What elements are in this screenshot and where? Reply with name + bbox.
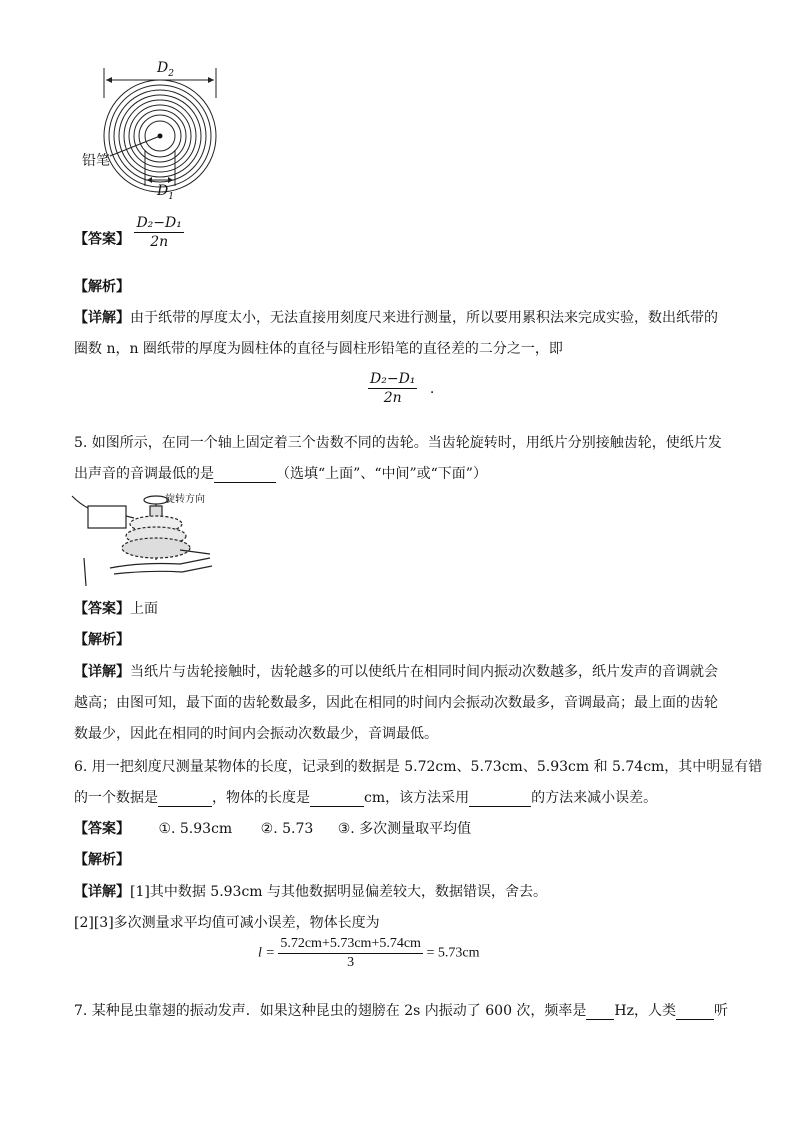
q4-detail-line1: 【详解】由于纸带的厚度太小，无法直接用刻度尺来进行测量，所以要用累积法来完成实验，数出纸带的 bbox=[74, 310, 718, 326]
rotation-label: 旋转方向 bbox=[165, 494, 205, 505]
q5-blank[interactable] bbox=[214, 466, 276, 483]
q4-analysis-label: 【解析】 bbox=[74, 279, 130, 295]
q6-detail-line1: 【详解】[1]其中数据 5.93cm 与其他数据明显偏差较大，数据错误，舍去。 bbox=[74, 884, 548, 900]
coil-figure bbox=[80, 58, 230, 208]
pencil-label: 铅笔 bbox=[82, 153, 110, 169]
q6-blank-1[interactable] bbox=[158, 790, 212, 807]
q6-analysis-label: 【解析】 bbox=[74, 852, 130, 868]
q5-detail-line2: 越高；由图可知，最下面的齿轮数最多，因此在相同的时间内会振动次数最多，音调最高；最上面的齿轮 bbox=[74, 695, 718, 711]
q5-stem-line2: 出声音的音调最低的是 （选填“上面”、“中间”或“下面”） bbox=[74, 466, 487, 482]
d2-label: $D_2$ bbox=[157, 60, 174, 79]
q5-detail-line1: 【详解】当纸片与齿轮接触时，齿轮越多的可以使纸片在相同时间内振动次数越多，纸片发声的音调就会 bbox=[74, 664, 718, 680]
q5-stem-line1: 5. 如图所示，在同一个轴上固定着三个齿数不同的齿轮。当齿轮旋转时，用纸片分别接触齿轮，使纸片发 bbox=[74, 435, 722, 451]
q6-formula: l = $\frac{5.72cm+5.73cm+5.74cm}{3}$ = 5.73cm bbox=[258, 936, 480, 970]
q4-detail-line2: 圈数 n，n 圈纸带的厚度为圆柱体的直径与圆柱形铅笔的直径差的二分之一，即 bbox=[74, 341, 563, 357]
q4-formula: $\frac{\text{D₂−D₁}}{2n}$ . bbox=[370, 371, 435, 406]
q7-blank-2[interactable] bbox=[676, 1003, 714, 1020]
q5-analysis-label: 【解析】 bbox=[74, 632, 130, 648]
q7-stem-line1: 7. 某种昆虫靠翅的振动发声．如果这种昆虫的翅膀在 2s 内振动了 600 次，频率是 Hz，人类 听 bbox=[74, 1003, 729, 1019]
q6-blank-2[interactable] bbox=[310, 790, 364, 807]
q6-detail-line2: [2][3]多次测量求平均值可减小误差，物体长度为 bbox=[74, 915, 380, 931]
q6-answer: 【答案】 ①. 5.93cm ②. 5.73 ③. 多次测量取平均值 bbox=[74, 821, 472, 837]
q5-answer: 【答案】上面 bbox=[74, 601, 158, 617]
q6-stem-line2: 的一个数据是 ，物体的长度是 cm，该方法采用 的方法来减小误差。 bbox=[74, 790, 658, 806]
q4-answer: 【答案】 $\frac{\text{D₂−D₁}}{2n}$ bbox=[74, 215, 182, 250]
q5-detail-line3: 数最少，因此在相同的时间内会振动次数最少，音调最低。 bbox=[74, 726, 438, 742]
d1-label: $D_1$ bbox=[157, 183, 174, 202]
q6-stem-line1: 6. 用一把刻度尺测量某物体的长度，记录到的数据是 5.72cm、5.73cm、5.93cm 和 5.74cm，其中明显有错 bbox=[74, 759, 763, 775]
q6-blank-3[interactable] bbox=[469, 790, 531, 807]
q7-blank-1[interactable] bbox=[586, 1003, 614, 1020]
q4-answer-fraction: $\frac{\text{D₂−D₁}}{2n}$ bbox=[136, 215, 182, 250]
